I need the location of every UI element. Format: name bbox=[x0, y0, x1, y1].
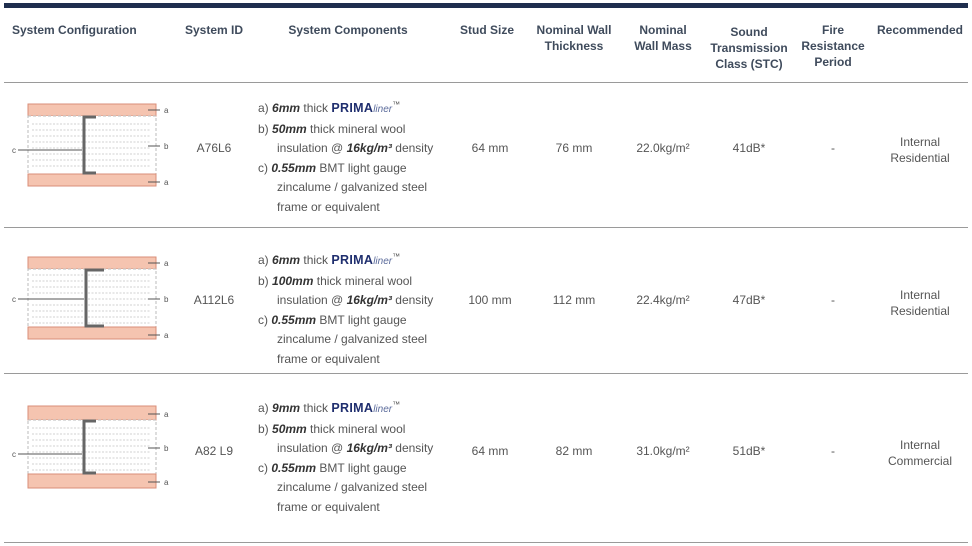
row-divider bbox=[4, 227, 968, 228]
header-recommended: Recommended bbox=[876, 23, 964, 37]
system-components: a) 9mm thick PRIMAliner™ b) 50mm thick mineral wool insulation @ 16kg/m³ density c) 0.55mm BMT light gauge zincalume / galvanized steel frame or equivalent bbox=[258, 400, 434, 514]
wall-thickness: 112 mm bbox=[552, 293, 596, 307]
board-layer-a bbox=[28, 104, 156, 116]
wall-mass: 22.4kg/m² bbox=[636, 293, 690, 307]
header-system-id: System ID bbox=[184, 23, 244, 37]
header-bar bbox=[4, 3, 968, 8]
header-nominal-wall-mass: Nominal Wall Mass bbox=[634, 23, 692, 53]
header-stud-size: Stud Size bbox=[459, 23, 514, 37]
stc-value: 51dB* bbox=[732, 444, 766, 458]
wall-thickness: 76 mm bbox=[555, 141, 593, 155]
wall-thickness: 82 mm bbox=[555, 444, 593, 458]
stud-size: 64 mm bbox=[471, 141, 509, 155]
svg-text:a: a bbox=[164, 106, 169, 115]
stud-size: 100 mm bbox=[468, 293, 512, 307]
svg-text:b: b bbox=[164, 295, 169, 304]
svg-text:c: c bbox=[12, 295, 16, 304]
row-divider bbox=[4, 542, 968, 543]
system-id: A112L6 bbox=[193, 293, 235, 307]
fire-resistance: - bbox=[831, 444, 835, 458]
wall-section-diagram bbox=[10, 100, 170, 195]
board-layer-a bbox=[28, 474, 156, 488]
board-layer-a bbox=[28, 327, 156, 339]
svg-text:b: b bbox=[164, 142, 169, 151]
svg-text:a: a bbox=[164, 410, 169, 419]
insulation-layer bbox=[28, 269, 156, 327]
stc-value: 47dB* bbox=[732, 293, 766, 307]
wall-mass: 31.0kg/m² bbox=[636, 444, 690, 458]
insulation-layer bbox=[28, 116, 156, 174]
header-divider bbox=[4, 82, 968, 83]
recommended: Internal Commercial bbox=[887, 438, 952, 468]
header-stc: Sound Transmission Class (STC) bbox=[710, 25, 788, 71]
svg-text:a: a bbox=[164, 331, 169, 340]
system-id: A82 L9 bbox=[194, 444, 234, 458]
row-divider bbox=[4, 373, 968, 374]
svg-text:b: b bbox=[164, 444, 169, 453]
fire-resistance: - bbox=[831, 293, 835, 307]
wall-section-diagram bbox=[10, 253, 170, 348]
wall-mass: 22.0kg/m² bbox=[636, 141, 690, 155]
stud-size: 64 mm bbox=[471, 444, 509, 458]
system-id: A76L6 bbox=[196, 141, 232, 155]
recommended: Internal Residential bbox=[890, 288, 950, 318]
board-layer-a bbox=[28, 257, 156, 269]
system-components: a) 6mm thick PRIMAliner™ b) 50mm thick mineral wool insulation @ 16kg/m³ density c) 0.55mm BMT light gauge zincalume / galvanized steel frame or equivalent bbox=[258, 100, 434, 214]
wall-section-diagram bbox=[10, 402, 170, 497]
system-components: a) 6mm thick PRIMAliner™ b) 100mm thick mineral wool insulation @ 16kg/m³ density c) 0.55mm BMT light gauge zincalume / galvanized steel frame or equivalent bbox=[258, 252, 434, 366]
header-nominal-wall-thickness: Nominal Wall Thickness bbox=[536, 23, 612, 53]
svg-text:a: a bbox=[164, 178, 169, 187]
svg-text:c: c bbox=[12, 146, 16, 155]
board-layer-a bbox=[28, 174, 156, 186]
svg-text:c: c bbox=[12, 450, 16, 459]
svg-text:a: a bbox=[164, 478, 169, 487]
header-fire-resistance: Fire Resistance Period bbox=[801, 23, 865, 69]
recommended: Internal Residential bbox=[890, 135, 950, 165]
svg-text:a: a bbox=[164, 259, 169, 268]
header-system-components: System Components bbox=[288, 23, 408, 37]
fire-resistance: - bbox=[831, 141, 835, 155]
stc-value: 41dB* bbox=[732, 141, 766, 155]
header-system-configuration: System Configuration bbox=[12, 23, 137, 37]
board-layer-a bbox=[28, 406, 156, 420]
